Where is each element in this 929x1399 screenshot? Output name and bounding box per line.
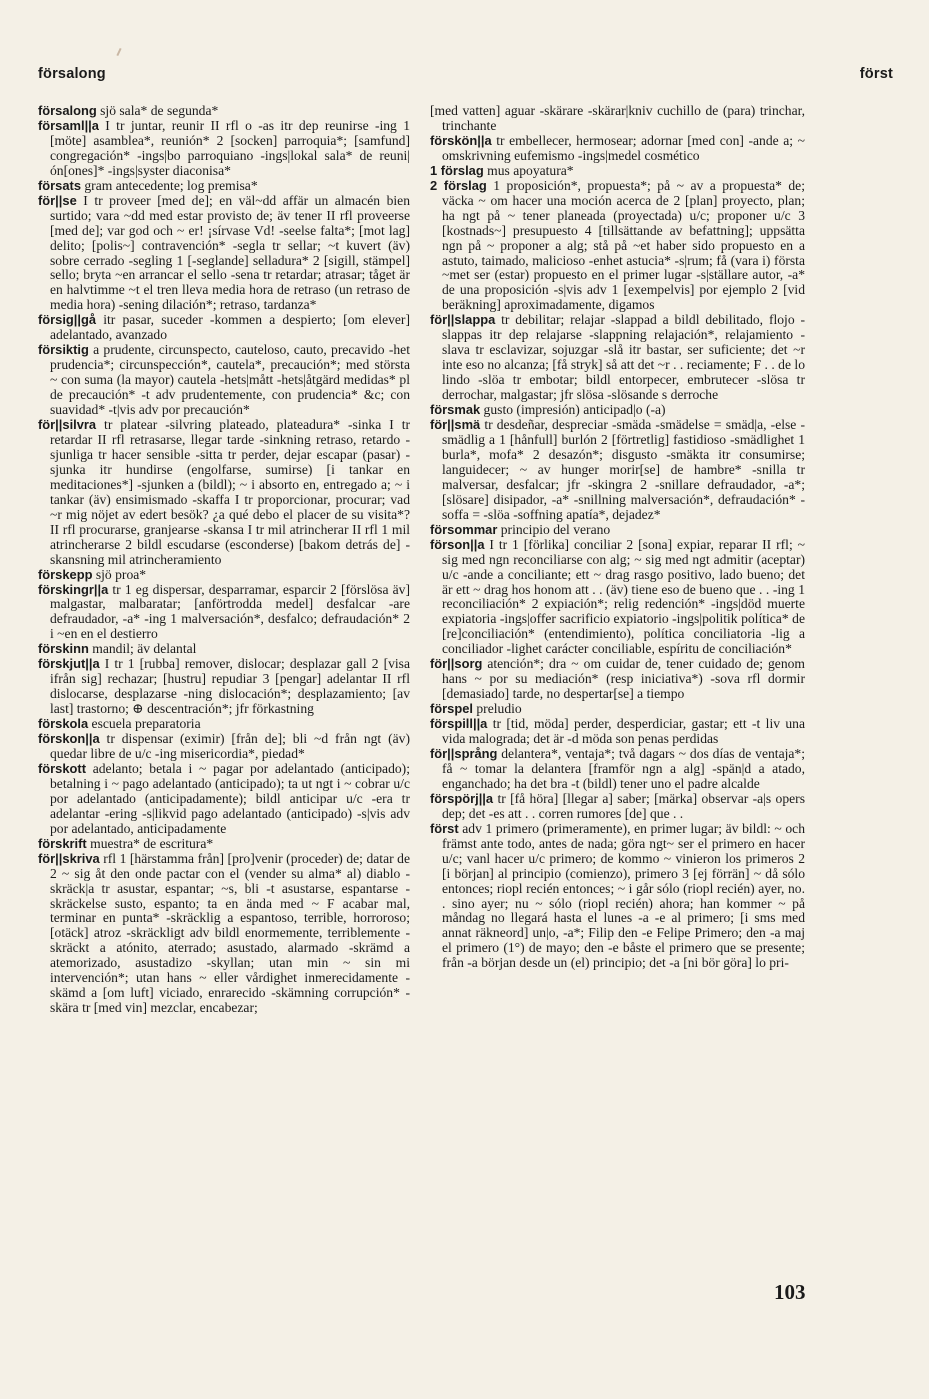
entry-headword: för||slappa [430, 312, 496, 328]
dictionary-entry [430, 134, 805, 164]
entry-headword: förspill||a [430, 716, 488, 732]
entry-definition: I tr 1 [rubba] remover, dislocar; desplazar gall 2 [visa ifrån sig] rechazar; [hustru] repudiar 3 [pengar] adelantar II rfl dislocarse, desplazarse -ning dislocación*; desplazamiento; [av last] trastorno; ⊕ descentración*; jfr förkastning [50, 656, 410, 717]
dictionary-entry [38, 583, 410, 643]
entry-headword: församl||a [38, 117, 99, 133]
paper-speck [116, 48, 121, 56]
entry-definition: tr debilitar; relajar -slappad a bildl debilitado, flojo -slappas itr dep relajarse -slappning relajación*, relajamiento -slava tr esclavizar, sojuzgar -slå itr bastar, ser suficiente; det ~r inte eso no alcanza; [få stryk] så att det ~r . . reciamente; F . . de lo lindo -slöa tr embotar; bildl entorpecer, embrutecer -slösa tr derrochar, malgastar; jfr slösa -slösande s derroche [442, 312, 805, 403]
dictionary-entry [38, 837, 410, 852]
dictionary-entry [430, 418, 805, 523]
entry-definition: tr [få höra] [llegar a] saber; [märka] observar -a|s opers dep; det -es att . . corren rumores [de] que . . [442, 790, 805, 821]
dictionary-entry [38, 119, 410, 179]
entry-headword: försalong [38, 103, 97, 118]
entry-headword: 2 förslag [430, 177, 487, 193]
dictionary-entry [430, 179, 805, 314]
entry-headword: förskinn [38, 641, 89, 657]
entry-definition: preludio [472, 701, 522, 717]
dictionary-entry [38, 104, 410, 119]
dictionary-entry [38, 852, 410, 1016]
dictionary-entry [38, 762, 410, 837]
entry-definition: adelanto; betala i ~ pagar por adelantado (anticipado); betalning i ~ pago adelantado (anticipado); ta ut ngt i ~ cobrar u/c por adelantado (anticipadamente); bildl anticipar u/c -era tr adelantar -ering -s|likvid pago adelantado (anticipado) -s|vis adv por adelantado, anticipadamente [50, 760, 410, 836]
dictionary-entry [38, 343, 410, 418]
dictionary-entry [430, 717, 805, 747]
dictionary-entry [38, 313, 410, 343]
dictionary-column-left [38, 104, 410, 1016]
dictionary-entry [38, 194, 410, 314]
entry-definition: a prudente, circunspecto, cauteloso, cauto, precavido -het prudencia*; circunspección*, cautela*, precaución*; med största ~ con suma (la mayor) cautela -hets|mått -hets|åtgärd medidas* pl de precaución* -t adv prudentemente, con prudencia* &c; con suavidad* -t|vis adv por precaución* [50, 342, 410, 418]
entry-definition: 1 proposición*, propuesta*; på ~ av a propuesta* de; väcka ~ om hacer una moción acerca de 2 [plan] proyecto, plan; ha ngt på ~ tener planeada (proyectada) u/c; proponer u/c 3 [kostnads~] presupuesto 4 [tillsättande av befattning]; uppsätta ngn på ~ proponer a alg; stå på ~et haber sido propuesto en a astuto, taimado, malicioso -enhet astucia* -s|rum; få (vara i) första ~met ser (estar) propuesto en el primer lugar -s|ställare autor, -a* de una proposición -s|vis adv 1 [exempelvis] por ejemplo 2 [vid beräkning] aproximadamente, digamos [442, 177, 805, 313]
entry-definition: sjö sala* de segunda* [96, 103, 219, 118]
entry-headword: för||smä [430, 417, 481, 433]
entry-headword: förskrift [38, 835, 87, 851]
dictionary-column-right [430, 104, 805, 971]
entry-headword: för||sorg [430, 656, 483, 672]
entry-headword: förskon||a [38, 731, 100, 747]
entry-headword: först [430, 820, 459, 836]
dictionary-entry [430, 657, 805, 702]
entry-definition: tr [tid, möda] perder, desperdiciar, gastar; ett -t liv una vida malograda; det är -d möda son penas perdidas [442, 716, 805, 747]
page-number: 103 [774, 1280, 806, 1304]
dictionary-entry [430, 313, 805, 403]
entry-headword: förskott [38, 760, 86, 776]
dictionary-entry [38, 717, 410, 732]
entry-definition: I tr proveer [med de]; en väl~dd affär un almacén bien surtido; vara ~dd med estar provisto de; äv tener II rfl proveerse [med de]; var god och ~ er! ¡sírvase Vd! -seelse falta*; [mot lag] delito; [polis~] contravención* -segla tr sellar; ~t kuvert (äv) sobre cerrado -segling 1 [-seglande] selladura* 2 [sigill, stämpel] sello; bryta ~en arrancar el sello -sena tr retardar; atrasar; tåget är en halvtimme ~t el tren lleva media hora de retraso (un retraso de media hora) -sening dilación*; retraso, tardanza* [50, 192, 410, 313]
entry-definition: tr 1 eg dispersar, desparramar, esparcir 2 [förslösa äv] malgastar, malbaratar; [anförtrodda medel] desfalcar -are defraudador, -a* -ing 1 malversación*, desfalco; defraudación* 2 i ~en en el destierro [50, 581, 410, 642]
guide-word-left: försalong [38, 66, 106, 82]
entry-definition: sjö proa* [92, 566, 147, 582]
entry-headword: förspörj||a [430, 790, 494, 806]
guide-word-right: först [859, 66, 893, 82]
dictionary-entry [38, 568, 410, 583]
entry-definition: gusto (impresión) anticipad|o (-a) [480, 402, 666, 418]
entry-headword: för||se [38, 192, 77, 208]
entry-headword: för||språng [430, 745, 498, 761]
entry-headword: förskingr||a [38, 581, 109, 597]
dictionary-entry [430, 523, 805, 538]
dictionary-entry [430, 702, 805, 717]
dictionary-entry [38, 179, 410, 194]
entry-headword: förson||a [430, 536, 485, 552]
entry-headword: förskepp [38, 566, 93, 582]
entry-definition: I tr 1 [förlika] conciliar 2 [sona] expiar, reparar II rfl; ~ sig med ngn reconciliarse con alg; ~ sig med ngt admitir (aceptar) u/c -ande a conciliante; ett ~ drag rasgo positivo, lado bueno; det är ett ~ drag hos honom att . . (äv) tiene eso de bueno que . . -ing 1 reconciliación* 2 expiación*; relig redención* -ings|död muerte expiatoria -ings|offer sacrificio expiatorio -ings|politik política* de [re]conciliación* (entendimiento), política conciliatoria -lig a conciliador -lighet carácter conciliable, espíritu de conciliación* [442, 536, 805, 657]
dictionary-entry [38, 732, 410, 762]
dictionary-entry [38, 642, 410, 657]
dictionary-entry [430, 822, 805, 972]
dictionary-entry [430, 403, 805, 418]
entry-headword: försiktig [38, 342, 89, 358]
entry-definition: muestra* de escritura* [86, 835, 214, 851]
dictionary-entry [430, 538, 805, 658]
entry-headword: för||skriva [38, 850, 100, 866]
entry-definition: delantera*, ventaja*; två dagars ~ dos días de ventaja*; få ~ tomar la delantera [framför ngn a alg] -spän|d a atado, enganchado; ha det bra -t (bildl) tener uno el padre alcalde [442, 745, 805, 791]
entry-definition: adv 1 primero (primeramente), en primer lugar; äv bildl: ~ och främst ante todo, antes de nada; göra ngt~ ser el primero en hacer u/c; vanl hacer u/c primero; de kommo ~ vinieron los primeros 2 [i början] al principio (comienzo), primero 3 [ej förrän] ~ då sólo entonces; riopl recién entonces; ~ i går sólo (riopl recién) ayer, no. . sino ayer; nu ~ sólo (riopl recién) ahora; han kommer ~ på måndag no llegará hasta el lunes -a -e al primero; [i sms med annat räkneord] un|o, -a*; Filip den -e Felipe Primero; den -a maj el primero (1°) de mayo; den -e båste el primero que se presente; från -a början desde un (el) principio; det -a [ni bör göra] lo pri- [442, 820, 805, 971]
entry-definition: I tr juntar, reunir II rfl o -as itr dep reunirse -ing 1 [möte] asamblea*, reunión* 2 [socken] parroquia*; [samfund] congregación* -ings|bo parroquiano -ings|lokal sala* de reuni|ón[ones]* -ings|syster diaconisa* [50, 117, 410, 178]
entry-definition: mandil; äv delantal [88, 641, 197, 657]
entry-headword: försmak [430, 402, 481, 418]
entry-definition: rfl 1 [härstamma från] [pro]venir (proceder) de; datar de 2 ~ sig åt den onde pactar con el (vender su alma* al) diablo -skräck|a tr asustar, espantar; ~s, bli -t asustarse, espantarse -skräckelse susto, espanto; ta en ända med ~ F acabar mal, terminar en punta* -skräcklig a espantoso, terrible, horroroso; [otäck] atroz -skräckligt adv bildl enormemente, terriblemente -skräckt a atónito, aterrado; asustado, alarmado -skrämd a atemorizado, asustadizo -skyllan; utan min ~ sin mi intervención*; utan hans ~ eller vårdighet inmerecidamente -skämd a [om luft] viciado, enrarecido -skämning corrupción* -skära tr [med vin] mezclar, encabezar; [50, 850, 410, 1016]
dictionary-entry [430, 792, 805, 822]
entry-definition: escuela preparatoria [88, 716, 201, 732]
dictionary-entry [430, 747, 805, 792]
dictionary-entry [430, 104, 805, 134]
entry-headword: 1 förslag [430, 162, 484, 178]
entry-headword: försommar [430, 521, 498, 537]
entry-definition: tr platear -silvring plateado, plateadura* -sinka I tr retardar II rfl retrasarse, llegar tarde -sinkning retraso, retardo -sjunliga tr hacer sensible -sitta tr perder, dejar escapar (pasar) -sjunka itr hundirse (engolfarse, sumirse) [i tankar en meditaciones*] -sjunken a (bildl); ~ i absorto en, entregado a; ~ i tankar (äv) ensimismado -skaffa I tr proporcionar, procurar; vad ~r mig nöjet av edert besök? ¿a qué debo el placer de su visita*? II rfl procurarse, granjearse -skansa I tr mil atrincherar II rfl 1 mil atrincherarse 2 bildl escudarse (esconderse) [bakom detrás de] -skansning mil atrincheramiento [50, 417, 410, 567]
entry-headword: förskjut||a [38, 656, 100, 672]
entry-headword: förspel [430, 701, 473, 717]
entry-definition: itr pasar, suceder -kommen a despierto; [om elever] adelantado, avanzado [50, 312, 410, 343]
entry-definition: tr dispensar (eximir) [från de]; bli ~d från ngt (äv) quedar libre de u/c -ing misericordia*, piedad* [50, 731, 410, 761]
entry-definition: principio del verano [497, 521, 611, 537]
entry-definition: tr embellecer, hermosear; adornar [med con] -ande a; ~ omskrivning eufemismo -ings|medel cosmético [442, 132, 805, 163]
dictionary-entry [38, 657, 410, 717]
entry-headword: förskön||a [430, 132, 492, 148]
entry-headword: försig||gå [38, 312, 97, 328]
entry-definition: mus apoyatura* [483, 162, 574, 178]
dictionary-entry [38, 418, 410, 568]
entry-headword: förskola [38, 716, 89, 732]
entry-definition: tr desdeñar, despreciar -smäda -smädelse = smäd|a, -else -smädlig a 1 [hånfull] burlón 2 [förtretlig] fastidioso -smädlighet 1 burla*, mofa* 2 desazón*; disgusto -smäkta itr consumirse; languidecer; ~ av hunger morir[se] de hambre* -snilla tr malversar, desfalcar; jfr -skingra 2 -snillare defraudador, -a*; [slösare] disipador, -a* -snillning malversación*, defraudación* -soffa = -slöa -soffning apatía*, dejadez* [442, 417, 805, 522]
dictionary-entry [430, 164, 805, 179]
entry-headword: för||silvra [38, 417, 97, 433]
entry-definition: gram antecedente; log premisa* [80, 177, 258, 193]
entry-headword: försats [38, 177, 81, 193]
entry-definition: [med vatten] aguar -skärare -skärar|kniv cuchillo de (para) trinchar, trinchante [430, 103, 805, 133]
entry-definition: atención*; dra ~ om cuidar de, tener cuidado de; genom hans ~ por su mediación* (resp iniciativa*) -sova rfl dormir [demasiado] tarde, no despertar[se] a tiempo [442, 656, 805, 702]
